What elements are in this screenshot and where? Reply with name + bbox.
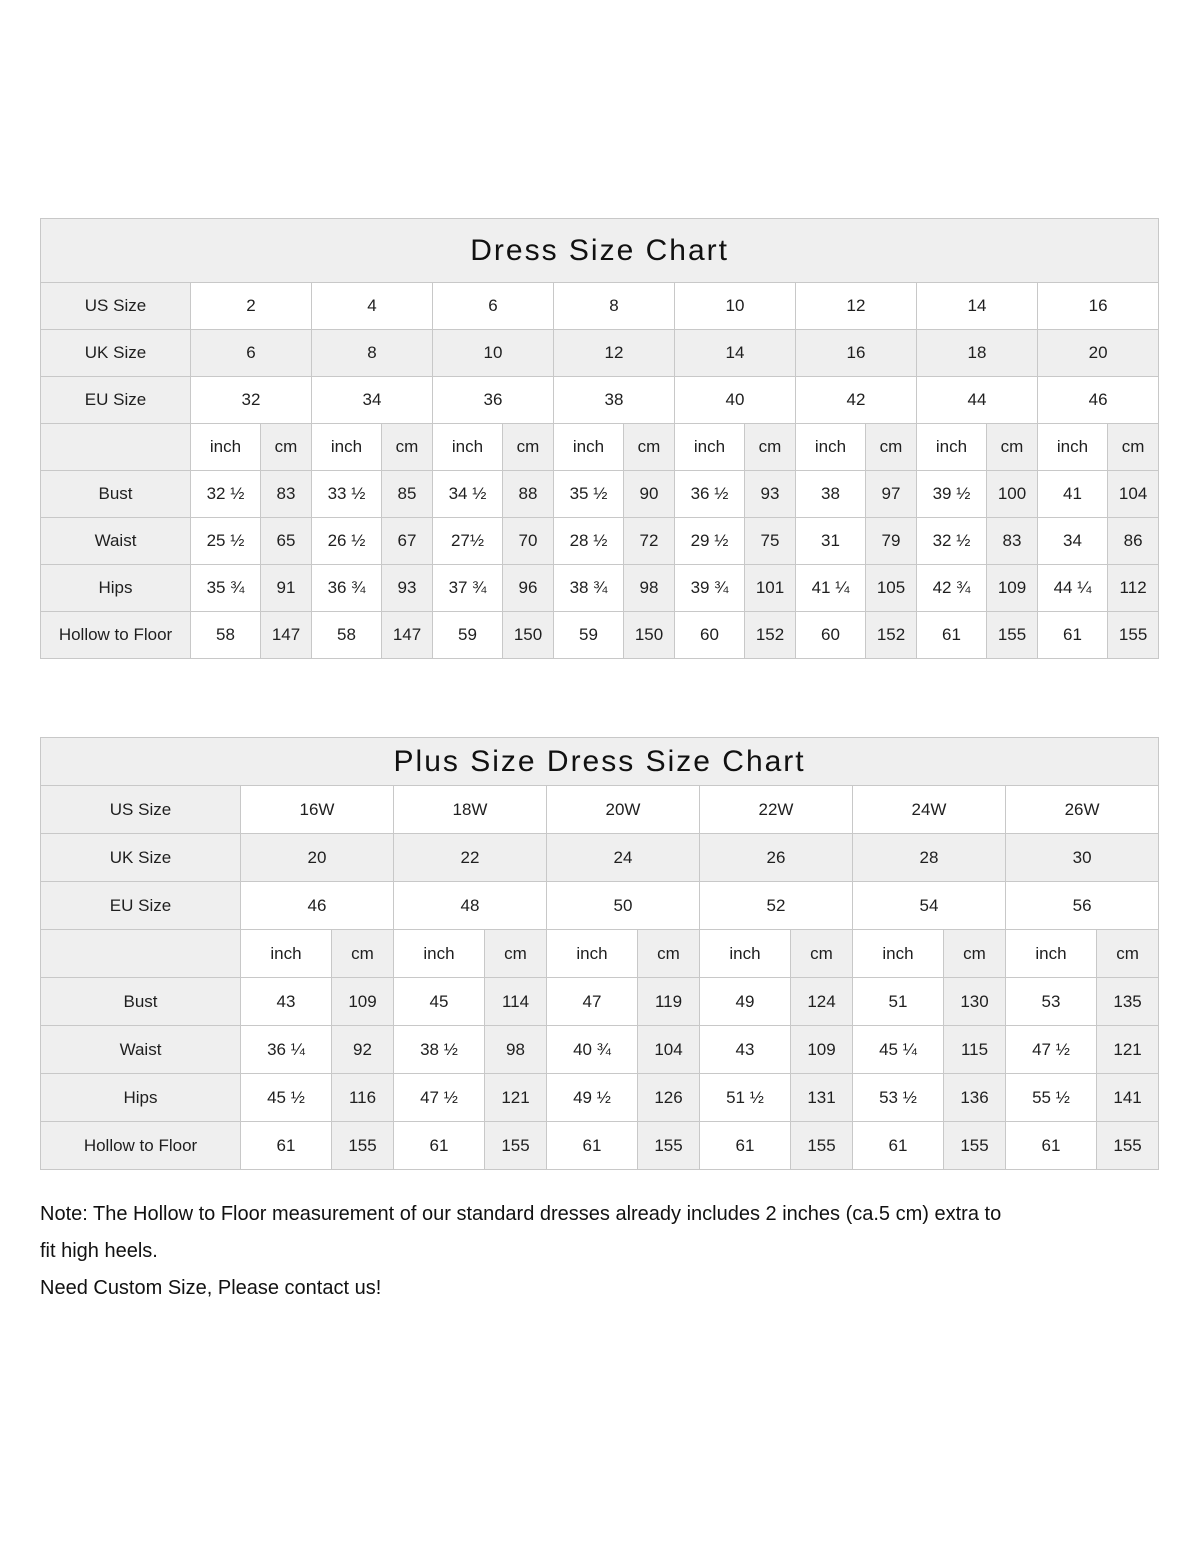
measurement-inch-cell: 26 ½ xyxy=(312,518,382,565)
row-label: UK Size xyxy=(41,330,191,377)
measurement-inch-cell: 38 ¾ xyxy=(554,565,624,612)
measurement-row xyxy=(41,518,1159,565)
size-row xyxy=(41,882,1159,930)
measurement-cm-cell: 141 xyxy=(1097,1074,1159,1122)
measurement-inch-cell: 32 ½ xyxy=(917,518,987,565)
size-value-cell: 24W xyxy=(853,786,1006,834)
unit-cm-cell: cm xyxy=(624,424,675,471)
chart-title: Plus Size Dress Size Chart xyxy=(41,738,1159,786)
measurement-cm-cell: 115 xyxy=(944,1026,1006,1074)
chart-title: Dress Size Chart xyxy=(41,219,1159,283)
unit-cm-cell: cm xyxy=(1108,424,1159,471)
measurement-inch-cell: 45 ¼ xyxy=(853,1026,944,1074)
measurement-cm-cell: 98 xyxy=(485,1026,547,1074)
measurement-cm-cell: 109 xyxy=(987,565,1038,612)
size-value-cell: 8 xyxy=(554,283,675,330)
measurement-cm-cell: 72 xyxy=(624,518,675,565)
measurement-inch-cell: 47 ½ xyxy=(1006,1026,1097,1074)
measurement-cm-cell: 152 xyxy=(745,612,796,659)
measurement-cm-cell: 155 xyxy=(987,612,1038,659)
unit-cm-cell: cm xyxy=(332,930,394,978)
size-value-cell: 34 xyxy=(312,377,433,424)
size-value-cell: 2 xyxy=(191,283,312,330)
size-row xyxy=(41,330,1159,377)
measurement-inch-cell: 53 xyxy=(1006,978,1097,1026)
size-value-cell: 20 xyxy=(1038,330,1159,377)
row-label: Hips xyxy=(41,565,191,612)
measurement-inch-cell: 36 ¾ xyxy=(312,565,382,612)
measurement-inch-cell: 27½ xyxy=(433,518,503,565)
unit-inch-cell: inch xyxy=(394,930,485,978)
size-value-cell: 26 xyxy=(700,834,853,882)
measurement-cm-cell: 83 xyxy=(261,471,312,518)
measurement-inch-cell: 59 xyxy=(433,612,503,659)
measurement-cm-cell: 67 xyxy=(382,518,433,565)
size-value-cell: 26W xyxy=(1006,786,1159,834)
unit-cm-cell: cm xyxy=(382,424,433,471)
size-value-cell: 12 xyxy=(796,283,917,330)
unit-header-row xyxy=(41,930,1159,978)
unit-cm-cell: cm xyxy=(485,930,547,978)
unit-cm-cell: cm xyxy=(745,424,796,471)
measurement-cm-cell: 121 xyxy=(1097,1026,1159,1074)
row-label: EU Size xyxy=(41,882,241,930)
measurement-inch-cell: 55 ½ xyxy=(1006,1074,1097,1122)
measurement-cm-cell: 155 xyxy=(944,1122,1006,1170)
measurement-row xyxy=(41,565,1159,612)
measurement-inch-cell: 32 ½ xyxy=(191,471,261,518)
measurement-cm-cell: 65 xyxy=(261,518,312,565)
size-value-cell: 50 xyxy=(547,882,700,930)
measurement-cm-cell: 90 xyxy=(624,471,675,518)
size-value-cell: 20 xyxy=(241,834,394,882)
unit-inch-cell: inch xyxy=(1038,424,1108,471)
size-value-cell: 36 xyxy=(433,377,554,424)
size-value-cell: 12 xyxy=(554,330,675,377)
measurement-cm-cell: 155 xyxy=(485,1122,547,1170)
unit-inch-cell: inch xyxy=(675,424,745,471)
measurement-cm-cell: 114 xyxy=(485,978,547,1026)
measurement-cm-cell: 136 xyxy=(944,1074,1006,1122)
measurement-cm-cell: 150 xyxy=(624,612,675,659)
measurement-row xyxy=(41,1122,1159,1170)
measurement-cm-cell: 119 xyxy=(638,978,700,1026)
size-row xyxy=(41,377,1159,424)
measurement-row xyxy=(41,1074,1159,1122)
measurement-cm-cell: 97 xyxy=(866,471,917,518)
size-value-cell: 6 xyxy=(191,330,312,377)
measurement-inch-cell: 47 ½ xyxy=(394,1074,485,1122)
measurement-cm-cell: 126 xyxy=(638,1074,700,1122)
measurement-inch-cell: 34 ½ xyxy=(433,471,503,518)
measurement-cm-cell: 109 xyxy=(791,1026,853,1074)
measurement-inch-cell: 38 xyxy=(796,471,866,518)
size-row xyxy=(41,834,1159,882)
measurement-cm-cell: 155 xyxy=(1097,1122,1159,1170)
size-value-cell: 56 xyxy=(1006,882,1159,930)
measurement-inch-cell: 47 xyxy=(547,978,638,1026)
size-value-cell: 22 xyxy=(394,834,547,882)
measurement-inch-cell: 36 ½ xyxy=(675,471,745,518)
measurement-cm-cell: 104 xyxy=(638,1026,700,1074)
measurement-inch-cell: 61 xyxy=(394,1122,485,1170)
measurement-cm-cell: 121 xyxy=(485,1074,547,1122)
row-label: Bust xyxy=(41,471,191,518)
measurement-cm-cell: 116 xyxy=(332,1074,394,1122)
unit-inch-cell: inch xyxy=(554,424,624,471)
measurement-inch-cell: 35 ½ xyxy=(554,471,624,518)
measurement-cm-cell: 155 xyxy=(332,1122,394,1170)
measurement-inch-cell: 43 xyxy=(700,1026,791,1074)
size-value-cell: 14 xyxy=(917,283,1038,330)
size-value-cell: 10 xyxy=(433,330,554,377)
measurement-inch-cell: 51 ½ xyxy=(700,1074,791,1122)
unit-inch-cell: inch xyxy=(853,930,944,978)
measurement-cm-cell: 91 xyxy=(261,565,312,612)
measurement-inch-cell: 61 xyxy=(241,1122,332,1170)
measurement-inch-cell: 33 ½ xyxy=(312,471,382,518)
measurement-cm-cell: 98 xyxy=(624,565,675,612)
size-value-cell: 54 xyxy=(853,882,1006,930)
measurement-row xyxy=(41,471,1159,518)
measurement-inch-cell: 59 xyxy=(554,612,624,659)
measurement-inch-cell: 49 ½ xyxy=(547,1074,638,1122)
measurement-inch-cell: 28 ½ xyxy=(554,518,624,565)
size-value-cell: 22W xyxy=(700,786,853,834)
unit-cm-cell: cm xyxy=(866,424,917,471)
measurement-cm-cell: 155 xyxy=(791,1122,853,1170)
measurement-cm-cell: 79 xyxy=(866,518,917,565)
size-row xyxy=(41,283,1159,330)
measurement-inch-cell: 58 xyxy=(191,612,261,659)
size-value-cell: 4 xyxy=(312,283,433,330)
row-label: Hips xyxy=(41,1074,241,1122)
measurement-cm-cell: 104 xyxy=(1108,471,1159,518)
unit-cm-cell: cm xyxy=(1097,930,1159,978)
size-value-cell: 16W xyxy=(241,786,394,834)
size-value-cell: 28 xyxy=(853,834,1006,882)
measurement-cm-cell: 75 xyxy=(745,518,796,565)
measurement-inch-cell: 61 xyxy=(853,1122,944,1170)
measurement-inch-cell: 49 xyxy=(700,978,791,1026)
measurement-cm-cell: 100 xyxy=(987,471,1038,518)
unit-cm-cell: cm xyxy=(638,930,700,978)
unit-cm-cell: cm xyxy=(944,930,1006,978)
measurement-cm-cell: 152 xyxy=(866,612,917,659)
measurement-inch-cell: 61 xyxy=(1038,612,1108,659)
unit-inch-cell: inch xyxy=(917,424,987,471)
row-label: EU Size xyxy=(41,377,191,424)
measurement-inch-cell: 36 ¼ xyxy=(241,1026,332,1074)
measurement-inch-cell: 40 ¾ xyxy=(547,1026,638,1074)
measurement-inch-cell: 45 xyxy=(394,978,485,1026)
measurement-cm-cell: 85 xyxy=(382,471,433,518)
unit-inch-cell: inch xyxy=(241,930,332,978)
chart-title-row xyxy=(41,738,1159,786)
measurement-inch-cell: 35 ¾ xyxy=(191,565,261,612)
measurement-inch-cell: 58 xyxy=(312,612,382,659)
measurement-inch-cell: 61 xyxy=(1006,1122,1097,1170)
size-value-cell: 38 xyxy=(554,377,675,424)
unit-inch-cell: inch xyxy=(191,424,261,471)
measurement-cm-cell: 135 xyxy=(1097,978,1159,1026)
measurement-cm-cell: 105 xyxy=(866,565,917,612)
size-value-cell: 16 xyxy=(1038,283,1159,330)
unit-inch-cell: inch xyxy=(1006,930,1097,978)
measurement-inch-cell: 51 xyxy=(853,978,944,1026)
note-line-2: fit high heels. xyxy=(40,1240,158,1262)
measurement-row xyxy=(41,978,1159,1026)
row-label: Waist xyxy=(41,1026,241,1074)
size-value-cell: 44 xyxy=(917,377,1038,424)
measurement-inch-cell: 42 ¾ xyxy=(917,565,987,612)
size-value-cell: 40 xyxy=(675,377,796,424)
size-value-cell: 16 xyxy=(796,330,917,377)
measurement-cm-cell: 155 xyxy=(1108,612,1159,659)
size-value-cell: 18W xyxy=(394,786,547,834)
empty-label-cell xyxy=(41,930,241,978)
measurement-cm-cell: 131 xyxy=(791,1074,853,1122)
size-value-cell: 24 xyxy=(547,834,700,882)
note-block xyxy=(40,1196,1160,1307)
measurement-cm-cell: 93 xyxy=(382,565,433,612)
measurement-inch-cell: 29 ½ xyxy=(675,518,745,565)
measurement-cm-cell: 112 xyxy=(1108,565,1159,612)
measurement-row xyxy=(41,612,1159,659)
unit-cm-cell: cm xyxy=(987,424,1038,471)
unit-header-row xyxy=(41,424,1159,471)
note-line-1: Note: The Hollow to Floor measurement of our standard dresses already includes 2 inches (ca.5 cm) extra to xyxy=(40,1203,1002,1225)
unit-cm-cell: cm xyxy=(791,930,853,978)
measurement-inch-cell: 38 ½ xyxy=(394,1026,485,1074)
row-label: Hollow to Floor xyxy=(41,1122,241,1170)
measurement-row xyxy=(41,1026,1159,1074)
measurement-cm-cell: 150 xyxy=(503,612,554,659)
size-value-cell: 6 xyxy=(433,283,554,330)
size-value-cell: 10 xyxy=(675,283,796,330)
measurement-cm-cell: 86 xyxy=(1108,518,1159,565)
measurement-cm-cell: 93 xyxy=(745,471,796,518)
size-value-cell: 52 xyxy=(700,882,853,930)
measurement-cm-cell: 124 xyxy=(791,978,853,1026)
measurement-inch-cell: 53 ½ xyxy=(853,1074,944,1122)
measurement-cm-cell: 88 xyxy=(503,471,554,518)
measurement-cm-cell: 101 xyxy=(745,565,796,612)
dress-size-chart-table xyxy=(40,218,1159,659)
size-value-cell: 14 xyxy=(675,330,796,377)
row-label: US Size xyxy=(41,786,241,834)
row-label: Bust xyxy=(41,978,241,1026)
measurement-cm-cell: 83 xyxy=(987,518,1038,565)
measurement-cm-cell: 155 xyxy=(638,1122,700,1170)
measurement-inch-cell: 39 ¾ xyxy=(675,565,745,612)
size-value-cell: 18 xyxy=(917,330,1038,377)
measurement-inch-cell: 41 ¼ xyxy=(796,565,866,612)
empty-label-cell xyxy=(41,424,191,471)
unit-inch-cell: inch xyxy=(312,424,382,471)
measurement-inch-cell: 37 ¾ xyxy=(433,565,503,612)
unit-cm-cell: cm xyxy=(261,424,312,471)
unit-inch-cell: inch xyxy=(700,930,791,978)
size-row xyxy=(41,786,1159,834)
measurement-inch-cell: 25 ½ xyxy=(191,518,261,565)
size-value-cell: 42 xyxy=(796,377,917,424)
unit-inch-cell: inch xyxy=(433,424,503,471)
measurement-inch-cell: 45 ½ xyxy=(241,1074,332,1122)
measurement-cm-cell: 147 xyxy=(382,612,433,659)
row-label: Waist xyxy=(41,518,191,565)
row-label: Hollow to Floor xyxy=(41,612,191,659)
note-line-3: Need Custom Size, Please contact us! xyxy=(40,1277,382,1299)
measurement-inch-cell: 61 xyxy=(917,612,987,659)
measurement-inch-cell: 41 xyxy=(1038,471,1108,518)
measurement-inch-cell: 34 xyxy=(1038,518,1108,565)
measurement-cm-cell: 109 xyxy=(332,978,394,1026)
measurement-cm-cell: 147 xyxy=(261,612,312,659)
measurement-cm-cell: 96 xyxy=(503,565,554,612)
chart-title-row xyxy=(41,219,1159,283)
measurement-cm-cell: 92 xyxy=(332,1026,394,1074)
measurement-cm-cell: 130 xyxy=(944,978,1006,1026)
measurement-inch-cell: 43 xyxy=(241,978,332,1026)
measurement-inch-cell: 61 xyxy=(547,1122,638,1170)
measurement-inch-cell: 60 xyxy=(675,612,745,659)
unit-cm-cell: cm xyxy=(503,424,554,471)
measurement-inch-cell: 61 xyxy=(700,1122,791,1170)
measurement-inch-cell: 31 xyxy=(796,518,866,565)
measurement-cm-cell: 70 xyxy=(503,518,554,565)
plus-size-dress-size-chart-table xyxy=(40,737,1159,1170)
size-value-cell: 46 xyxy=(241,882,394,930)
size-value-cell: 32 xyxy=(191,377,312,424)
size-value-cell: 48 xyxy=(394,882,547,930)
measurement-inch-cell: 39 ½ xyxy=(917,471,987,518)
row-label: US Size xyxy=(41,283,191,330)
row-label: UK Size xyxy=(41,834,241,882)
size-value-cell: 20W xyxy=(547,786,700,834)
size-value-cell: 46 xyxy=(1038,377,1159,424)
size-value-cell: 30 xyxy=(1006,834,1159,882)
unit-inch-cell: inch xyxy=(796,424,866,471)
unit-inch-cell: inch xyxy=(547,930,638,978)
measurement-inch-cell: 60 xyxy=(796,612,866,659)
measurement-inch-cell: 44 ¼ xyxy=(1038,565,1108,612)
size-value-cell: 8 xyxy=(312,330,433,377)
